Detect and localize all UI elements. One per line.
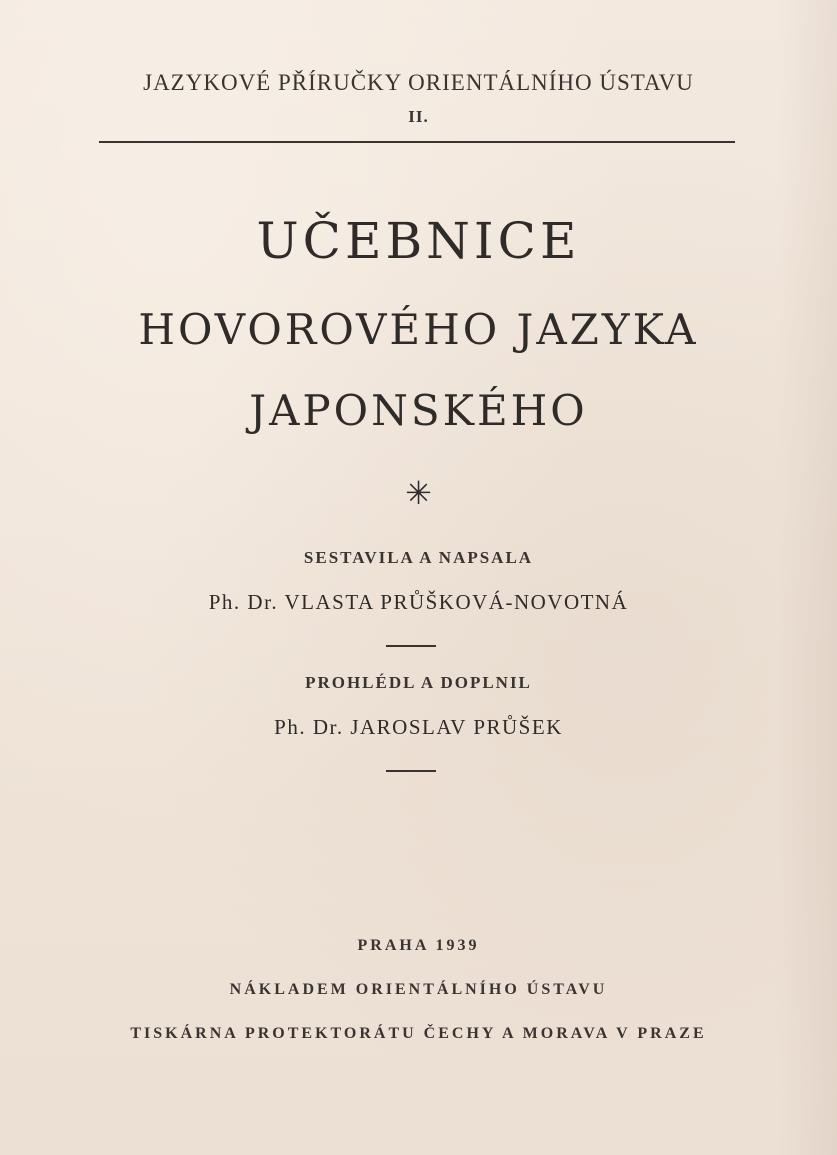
book-title-line-2: HOVOROVÉHO JAZYKA bbox=[138, 305, 699, 354]
imprint-publisher: NÁKLADEM ORIENTÁLNÍHO ÚSTAVU bbox=[229, 981, 608, 998]
imprint-place-year: PRAHA 1939 bbox=[357, 937, 480, 954]
book-title-line-1: UČEBNICE bbox=[256, 212, 581, 270]
separator-rule bbox=[386, 770, 436, 772]
separator-rule bbox=[386, 645, 436, 647]
series-title: JAZYKOVÉ PŘÍRUČKY ORIENTÁLNÍHO ÚSTAVU bbox=[143, 70, 694, 95]
author-name: Ph. Dr. VLASTA PRŮŠKOVÁ-NOVOTNÁ bbox=[208, 590, 629, 614]
edited-by-label: PROHLÉDL A DOPLNIL bbox=[305, 673, 532, 692]
asterisk-ornament: ✳ bbox=[405, 474, 432, 512]
header-rule bbox=[99, 141, 735, 143]
compiled-by-label: SESTAVILA A NAPSALA bbox=[303, 548, 534, 567]
series-volume: II. bbox=[408, 107, 429, 126]
editor-name: Ph. Dr. JAROSLAV PRŮŠEK bbox=[274, 715, 563, 739]
book-title-line-3: JAPONSKÉHO bbox=[249, 386, 588, 435]
imprint-printer: TISKÁRNA PROTEKTORÁTU ČECHY A MORAVA V PRAZE bbox=[130, 1025, 707, 1042]
